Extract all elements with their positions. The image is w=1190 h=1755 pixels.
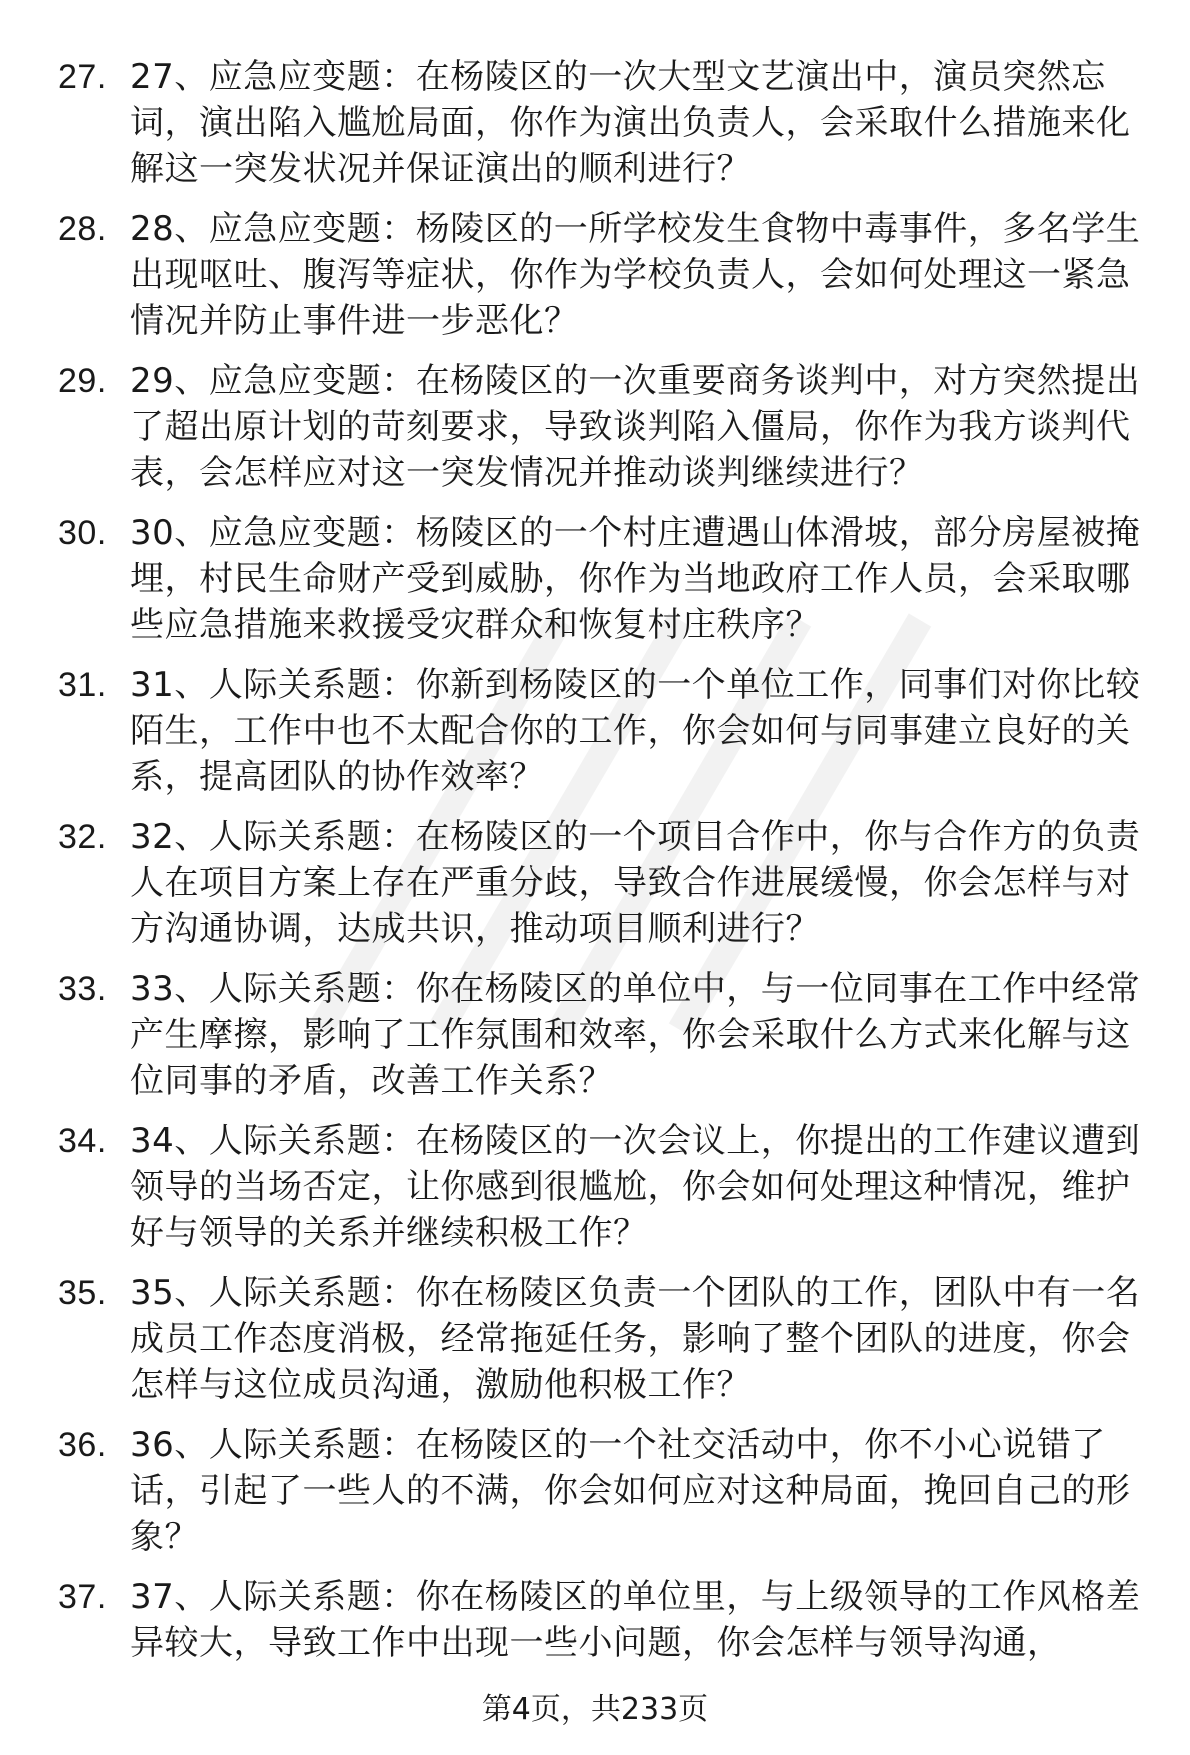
question-number: 28. [58,210,107,248]
question-item-34 [58,1118,1158,1256]
question-item-31 [58,662,1158,800]
question-number: 30. [58,514,107,552]
question-item-28 [58,206,1158,344]
question-text: 34、人际关系题：在杨陵区的一次会议上，你提出的工作建议遭到领导的当场否定，让你感到很尴尬，你会如何处理这种情况，维护好与领导的关系并继续积极工作？ [130,1121,1141,1253]
question-item-33 [58,966,1158,1104]
question-text: 29、应急应变题：在杨陵区的一次重要商务谈判中，对方突然提出了超出原计划的苛刻要求，导致谈判陷入僵局，你作为我方谈判代表，会怎样应对这一突发情况并推动谈判继续进行？ [130,361,1141,493]
question-text: 31、人际关系题：你新到杨陵区的一个单位工作，同事们对你比较陌生，工作中也不太配合你的工作，你会如何与同事建立良好的关系，提高团队的协作效率？ [130,665,1141,797]
question-number: 34. [58,1122,107,1160]
question-text: 30、应急应变题：杨陵区的一个村庄遭遇山体滑坡，部分房屋被掩埋，村民生命财产受到威胁，你作为当地政府工作人员，会采取哪些应急措施来救援受灾群众和恢复村庄秩序？ [130,513,1141,645]
question-number: 36. [58,1426,107,1464]
question-list [58,54,1158,1680]
question-number: 35. [58,1274,107,1312]
question-item-27 [58,54,1158,192]
question-item-30 [58,510,1158,648]
question-item-32 [58,814,1158,952]
question-text: 32、人际关系题：在杨陵区的一个项目合作中，你与合作方的负责人在项目方案上存在严重分歧，导致合作进展缓慢，你会怎样与对方沟通协调，达成共识，推动项目顺利进行？ [130,817,1141,949]
question-text: 33、人际关系题：你在杨陵区的单位中，与一位同事在工作中经常产生摩擦，影响了工作氛围和效率，你会采取什么方式来化解与这位同事的矛盾，改善工作关系？ [130,969,1141,1101]
question-number: 37. [58,1578,107,1616]
question-item-35 [58,1270,1158,1408]
page-footer [0,1690,1190,1730]
question-number: 31. [58,666,107,704]
question-text: 27、应急应变题：在杨陵区的一次大型文艺演出中，演员突然忘词，演出陷入尴尬局面，你作为演出负责人，会采取什么措施来化解这一突发状况并保证演出的顺利进行？ [130,57,1131,189]
question-text: 36、人际关系题：在杨陵区的一个社交活动中，你不小心说错了话，引起了一些人的不满，你会如何应对这种局面，挽回自己的形象？ [130,1425,1131,1557]
question-item-36 [58,1422,1158,1560]
question-item-29 [58,358,1158,496]
page-number-label: 第4页，共233页 [481,1692,709,1727]
question-number: 27. [58,58,107,96]
question-text: 37、人际关系题：你在杨陵区的单位里，与上级领导的工作风格差异较大，导致工作中出现一些小问题，你会怎样与领导沟通， [130,1577,1141,1663]
question-number: 32. [58,818,107,856]
question-number: 33. [58,970,107,1008]
question-text: 28、应急应变题：杨陵区的一所学校发生食物中毒事件，多名学生出现呕吐、腹泻等症状，你作为学校负责人，会如何处理这一紧急情况并防止事件进一步恶化？ [130,209,1141,341]
question-item-37 [58,1574,1158,1666]
question-number: 29. [58,362,107,400]
question-text: 35、人际关系题：你在杨陵区负责一个团队的工作，团队中有一名成员工作态度消极，经常拖延任务，影响了整个团队的进度，你会怎样与这位成员沟通，激励他积极工作？ [130,1273,1141,1405]
